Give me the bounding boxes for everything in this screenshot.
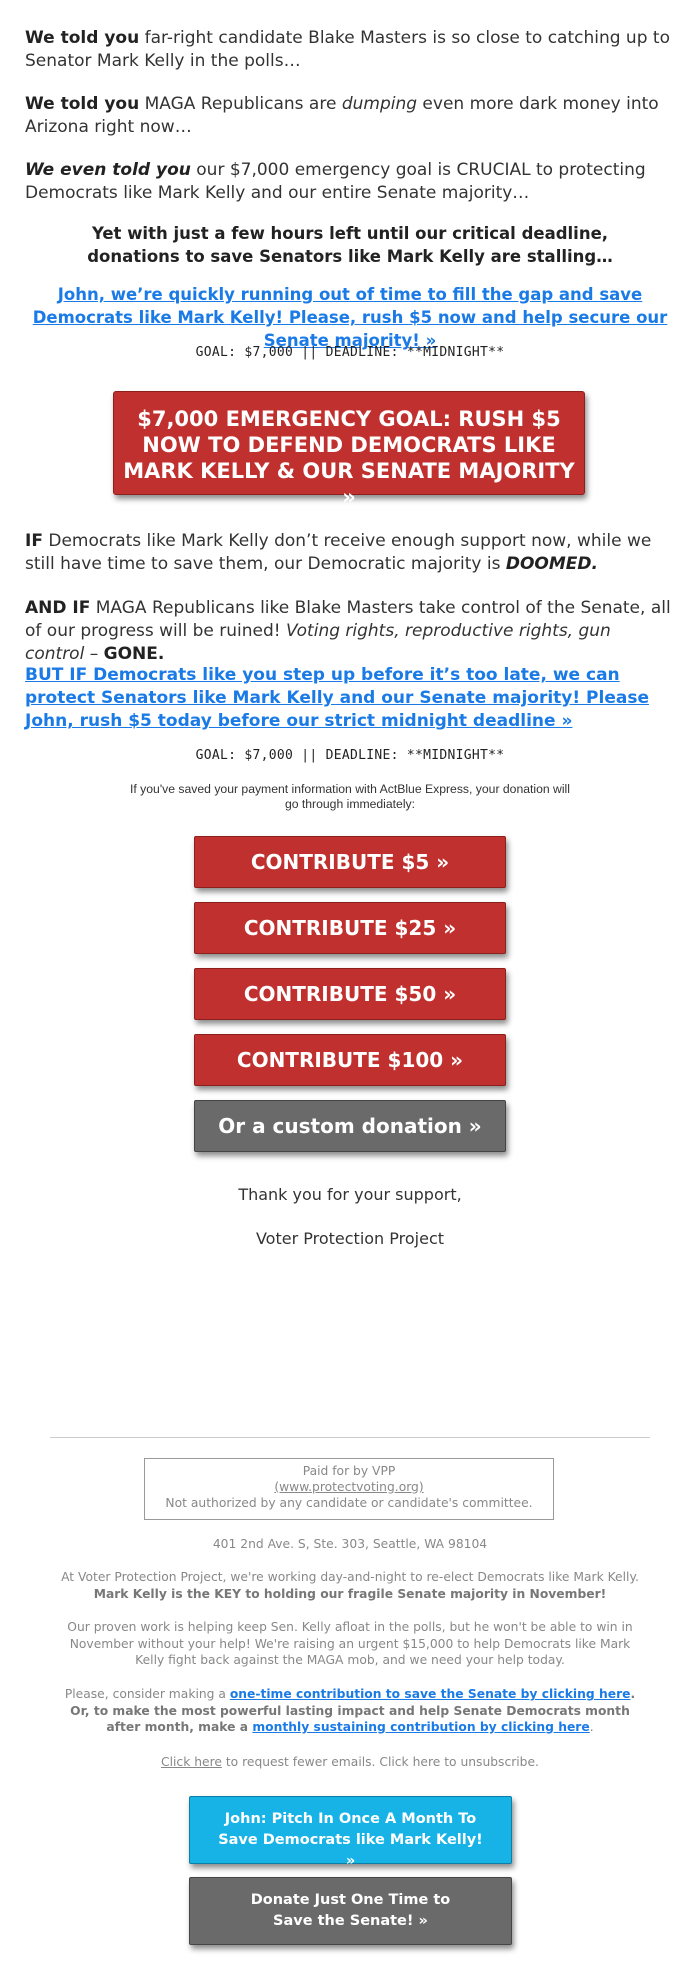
not-authorized: Not authorized by any candidate or candidate's committee. [165,1496,533,1510]
paid-for-by: Paid for by VPP [302,1464,396,1478]
custom-donation-label: Or a custom donation » [218,1114,482,1138]
actblue-express-note: If you've saved your payment information with ActBlue Express, your donation will go through immediately: [130,782,570,811]
rush-5-link-1[interactable]: John, we’re quickly running out of time to fill the gap and save Democrats like Mark Kelly! Please, rush $5 now and help secure our Senate majority! » [32,285,668,350]
and-if-paragraph [25,597,675,666]
about-paragraph [50,1569,650,1602]
intro-p2-text-b: even more dark money into Arizona right now… [25,94,659,137]
proven-work-paragraph: Our proven work is helping keep Sen. Kelly afloat in the polls, but he won't be able to win in November without your help! We're raising an urgent $15,000 to help Democrats like Mark Kelly fight back against the MAGA mob, and we need your help today. [67,1620,633,1667]
and-if-text: MAGA Republicans like Blake Masters take control of the Senate, all of our progress will be ruined! [25,598,671,641]
doomed-text: DOOMED. [505,554,598,574]
intro-paragraph-3 [25,159,675,205]
monthly-donation-label: John: Pitch In Once A Month To Save Democrats like Mark Kelly! » [218,1811,483,1869]
if-paragraph [25,530,675,576]
thank-you-text: Thank you for your support, [238,1185,462,1204]
signature-org: Voter Protection Project [255,1229,445,1248]
intro-p3-bold: We even told you [25,160,191,180]
intro-p1-bold: We told you [25,28,140,48]
one-time-donation-label: Donate Just One Time to Save the Senate! » [250,1892,451,1929]
one-time-contribution-link[interactable]: one-time contribution to save the Senate by clicking here [229,1687,631,1701]
disclaimer-box [144,1458,554,1520]
contribute-100-label: CONTRIBUTE $100 » [236,1048,464,1072]
rush-5-link-2[interactable]: BUT IF Democrats like you step up before it’s too late, we can protect Senators like Mark Kelly and our Senate majority! Please John, rush $5 today before our strict midnight deadline » [25,665,649,731]
fewer-emails-text: to request fewer emails. Click here to unsubscribe. [221,1755,539,1769]
contribute-25-button[interactable] [194,902,506,954]
intro-paragraph-1 [25,27,675,73]
emergency-goal-button[interactable] [113,391,585,509]
monthly-donation-button[interactable] [189,1796,512,1869]
contribute-100-button[interactable] [194,1034,506,1086]
about-text: At Voter Protection Project, we're working day-and-night to re-elect Democrats like Mark Kelly. [61,1570,639,1584]
intro-p2-text-a: MAGA Republicans are [139,94,342,114]
about-key-text: Mark Kelly is the KEY to holding our fragile Senate majority in November! [93,1586,607,1601]
contribute-50-button[interactable] [194,968,506,1020]
intro-p2-emphasis: dumping [341,94,418,114]
consider-text-c: . [589,1720,594,1734]
rights-emphasis: Voting rights, reproductive rights, gun control [25,621,611,664]
goal-deadline-line-1: GOAL: $7,000 || DEADLINE: **MIDNIGHT** [195,345,505,360]
intro-p3-text: our $7,000 emergency goal is CRUCIAL to protecting Democrats like Mark Kelly and our entire Senate majority… [25,160,646,203]
intro-paragraph-2 [25,93,675,139]
contribute-5-button[interactable] [194,836,506,888]
unsubscribe-line [50,1754,650,1771]
custom-donation-button[interactable] [194,1100,506,1152]
if-text: Democrats like Mark Kelly don’t receive enough support now, while we still have time to save them, our Democratic majority is [25,531,652,574]
goal-deadline-line-2: GOAL: $7,000 || DEADLINE: **MIDNIGHT** [195,748,505,763]
rush-link-paragraph-1 [25,283,675,352]
and-if-bold: AND IF [25,598,91,618]
stalling-headline: Yet with just a few hours left until our critical deadline, donations to save Senators like Mark Kelly are stalling… [87,224,613,266]
footer-divider [50,1437,650,1438]
intro-p2-bold: We told you [25,94,140,114]
rush-link-paragraph-2 [25,664,675,733]
contribute-50-label: CONTRIBUTE $50 » [243,982,457,1006]
consider-text-b: . Or, to make the most powerful lasting impact and help Senate Democrats month after month, make a [70,1687,636,1734]
contribute-5-label: CONTRIBUTE $5 » [250,850,450,874]
one-time-donation-button[interactable] [189,1877,512,1945]
vpp-url: (www.protectvoting.org) [274,1480,424,1494]
consider-text-a: Please, consider making a [64,1687,230,1701]
contribute-25-label: CONTRIBUTE $25 » [243,916,457,940]
consider-paragraph [60,1686,640,1736]
if-bold: IF [25,531,43,551]
intro-p1-text: far-right candidate Blake Masters is so close to catching up to Senator Mark Kelly in the polls… [25,28,670,71]
monthly-contribution-link[interactable]: monthly sustaining contribution by clicking here [252,1720,590,1734]
mailing-address: 401 2nd Ave. S, Ste. 303, Seattle, WA 98104 [212,1537,488,1551]
dash-text: – [84,644,104,664]
gone-text: GONE. [103,644,165,664]
fewer-emails-link[interactable]: Click here [161,1755,222,1769]
emergency-goal-button-label: $7,000 EMERGENCY GOAL: RUSH $5 NOW TO DEFEND DEMOCRATS LIKE MARK KELLY & OUR SENATE MAJORITY » [123,407,575,509]
